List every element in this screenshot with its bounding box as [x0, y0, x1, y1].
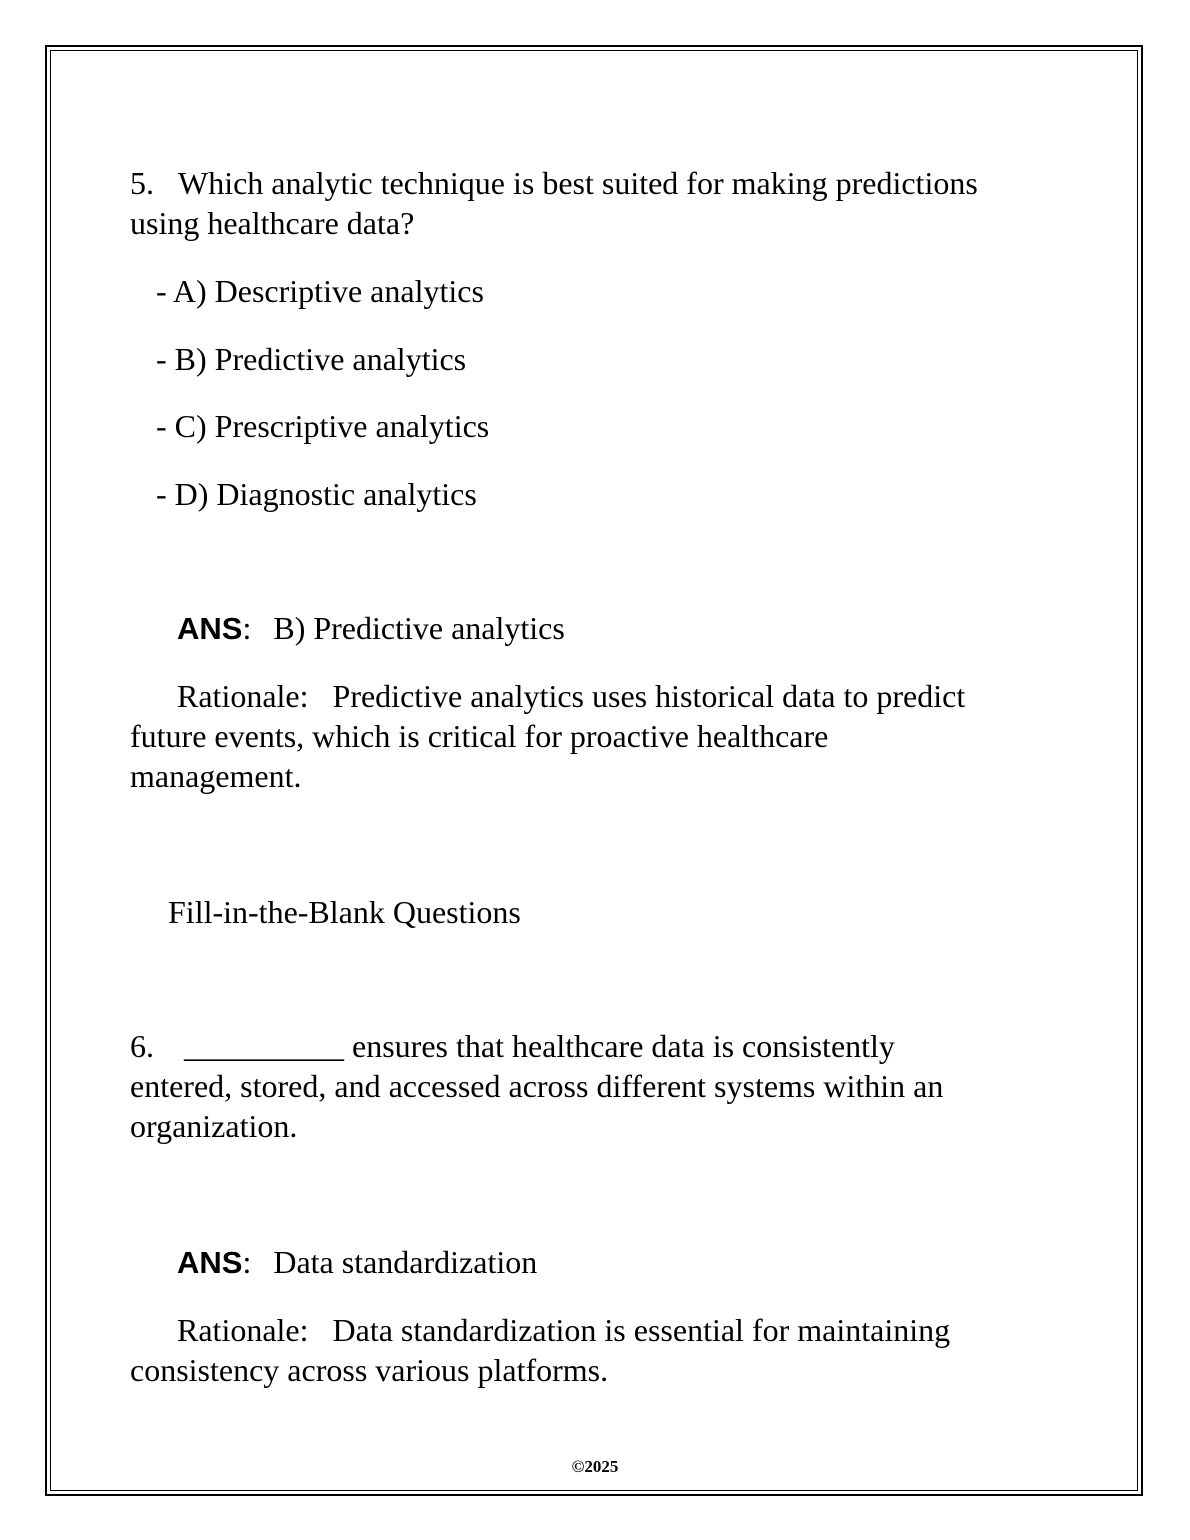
question-5-rationale-text-1: Predictive analytics uses historical data to predict	[332, 678, 966, 714]
ans-label: ANS	[177, 611, 243, 646]
question-6-answer: Data standardization	[273, 1244, 538, 1280]
question-6-answer-line	[177, 1242, 537, 1283]
question-6-line-1	[130, 1026, 895, 1066]
ans-colon: :	[242, 1244, 252, 1280]
question-5-rationale-text-2: future events, which is critical for proactive healthcare	[130, 718, 829, 754]
question-5-answer-line	[177, 608, 565, 649]
question-5-rationale-line-1	[177, 676, 965, 716]
option-a: - A) Descriptive analytics	[156, 273, 484, 309]
ans-label: ANS	[177, 1245, 243, 1280]
question-6-text-3: organization.	[130, 1108, 298, 1144]
question-6-number: 6.	[130, 1028, 154, 1064]
option-b: - B) Predictive analytics	[156, 341, 467, 377]
question-6-rationale-text-2: consistency across various platforms.	[130, 1352, 609, 1388]
question-5-text-1: Which analytic technique is best suited for making predictions	[178, 165, 978, 201]
option-d: - D) Diagnostic analytics	[156, 476, 477, 512]
question-5-number: 5.	[130, 165, 154, 201]
question-6-blank: __________	[184, 1028, 344, 1064]
question-6-text-1: ensures that healthcare data is consistently	[352, 1028, 895, 1064]
question-6-rationale-line-1	[177, 1310, 950, 1350]
ans-colon: :	[242, 610, 252, 646]
copyright-footer: ©2025	[571, 1457, 619, 1476]
option-c: - C) Prescriptive analytics	[156, 408, 490, 444]
question-5-answer: B) Predictive analytics	[273, 610, 565, 646]
question-5-text-2: using healthcare data?	[130, 205, 415, 241]
question-6-rationale-text-1: Data standardization is essential for maintaining	[332, 1312, 951, 1348]
question-6-text-2: entered, stored, and accessed across different systems within an	[130, 1068, 944, 1104]
question-5-rationale-text-3: management.	[130, 758, 302, 794]
question-5-line-1	[130, 163, 978, 203]
rationale-label: Rationale:	[177, 1312, 309, 1348]
rationale-label: Rationale:	[177, 678, 309, 714]
section-heading: Fill-in-the-Blank Questions	[168, 894, 521, 930]
